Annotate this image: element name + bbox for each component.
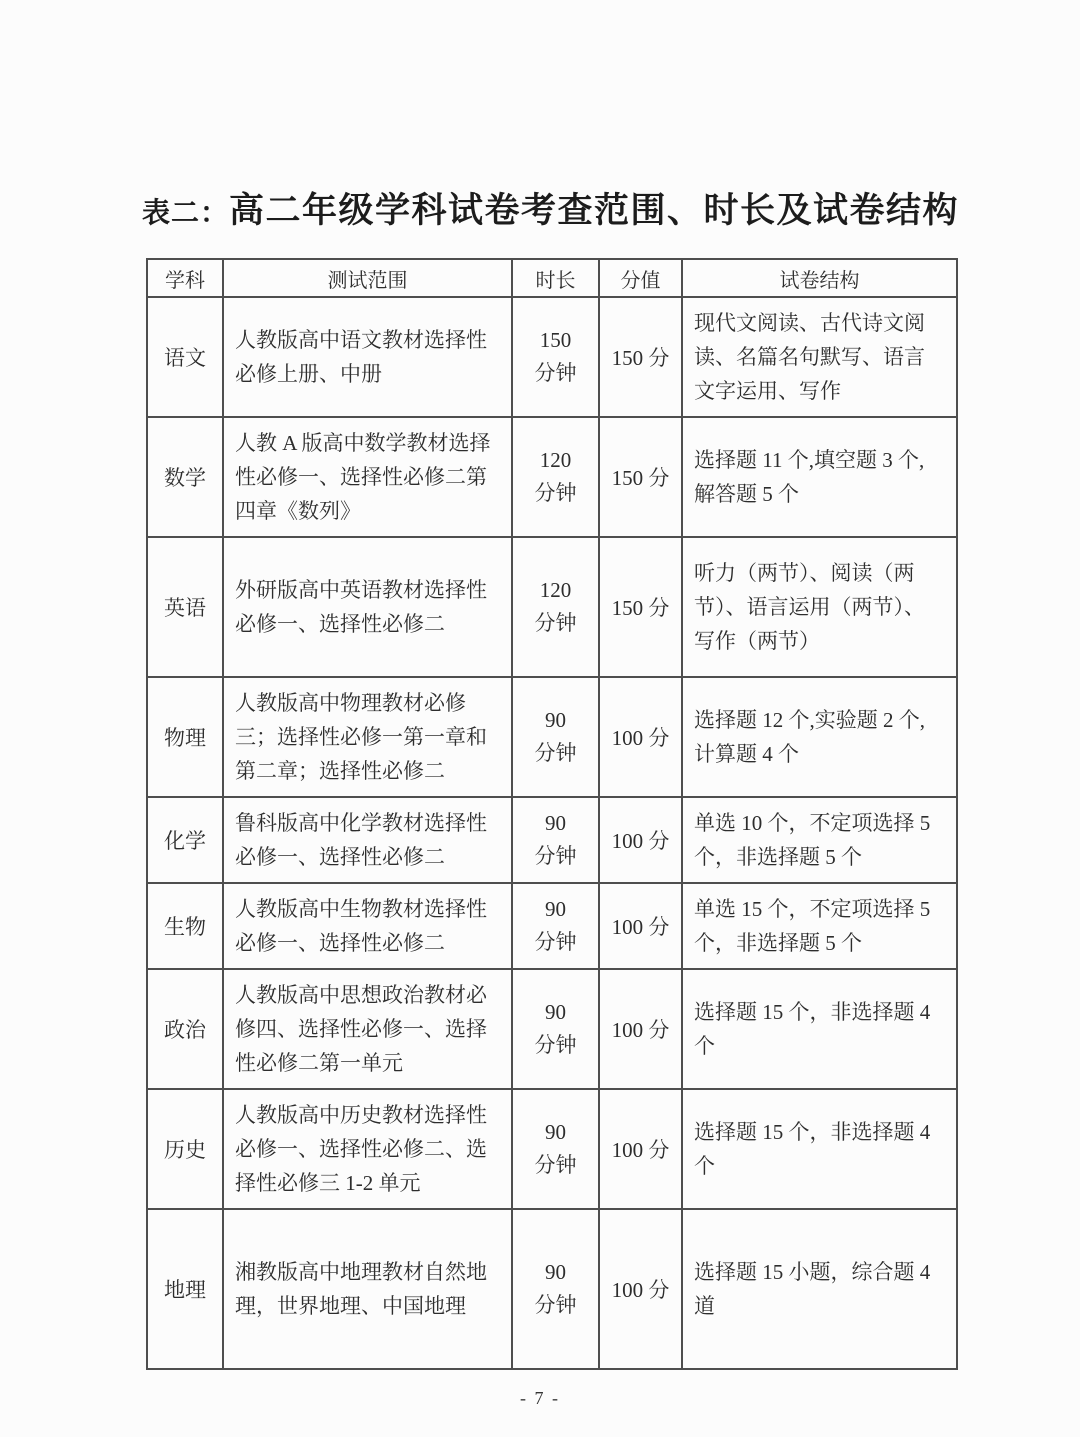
- duration-cell: [512, 677, 599, 797]
- duration-number: 90: [545, 708, 566, 732]
- structure-cell: 单选 10 个，不定项选择 5 个，非选择题 5 个: [682, 797, 957, 883]
- subject-cell: 化学: [147, 797, 223, 883]
- duration-cell: [512, 297, 599, 417]
- scope-cell: 人教 A 版高中数学教材选择性必修一、选择性必修二第四章《数列》: [223, 417, 512, 537]
- score-cell: 150 分: [599, 417, 682, 537]
- scope-cell: 人教版高中生物教材选择性必修一、选择性必修二: [223, 883, 512, 969]
- table-row-geography: [147, 1209, 957, 1369]
- table-row-physics: [147, 677, 957, 797]
- structure-cell: 选择题 15 个，非选择题 4 个: [682, 969, 957, 1089]
- subject-cell: 语文: [147, 297, 223, 417]
- header-row: [147, 259, 957, 297]
- col-header-score: 分值: [599, 259, 682, 297]
- duration-number: 90: [545, 1000, 566, 1024]
- scope-cell: 鲁科版高中化学教材选择性必修一、选择性必修二: [223, 797, 512, 883]
- subject-cell: 历史: [147, 1089, 223, 1209]
- duration-cell: [512, 417, 599, 537]
- score-cell: 100 分: [599, 969, 682, 1089]
- duration-number: 90: [545, 811, 566, 835]
- score-cell: 100 分: [599, 797, 682, 883]
- subject-cell: 英语: [147, 537, 223, 677]
- page-title-prefix: 表二：: [142, 198, 230, 229]
- duration-cell: [512, 797, 599, 883]
- structure-cell: 现代文阅读、古代诗文阅读、名篇名句默写、语言文字运用、写作: [682, 297, 957, 417]
- duration-unit: 分钟: [534, 611, 577, 635]
- duration-number: 90: [545, 1260, 566, 1284]
- duration-number: 150: [539, 328, 572, 352]
- table-row-chinese: [147, 297, 957, 417]
- duration-unit: 分钟: [534, 741, 577, 765]
- structure-cell: 选择题 15 小题，综合题 4 道: [682, 1209, 957, 1369]
- exam-structure-table: [146, 258, 958, 1370]
- score-cell: 100 分: [599, 1209, 682, 1369]
- duration-unit: 分钟: [534, 361, 577, 385]
- score-cell: 100 分: [599, 1089, 682, 1209]
- duration-cell: [512, 1089, 599, 1209]
- scope-cell: 人教版高中思想政治教材必修四、选择性必修一、选择性必修二第一单元: [223, 969, 512, 1089]
- scope-cell: 人教版高中语文教材选择性必修上册、中册: [223, 297, 512, 417]
- scope-cell: 湘教版高中地理教材自然地理，世界地理、中国地理: [223, 1209, 512, 1369]
- table-row-politics: [147, 969, 957, 1089]
- duration-unit: 分钟: [534, 481, 577, 505]
- duration-cell: [512, 1209, 599, 1369]
- duration-unit: 分钟: [534, 930, 577, 954]
- duration-cell: [512, 883, 599, 969]
- duration-number: 90: [545, 1120, 566, 1144]
- table-row-chemistry: [147, 797, 957, 883]
- structure-cell: 单选 15 个，不定项选择 5 个，非选择题 5 个: [682, 883, 957, 969]
- col-header-structure: 试卷结构: [682, 259, 957, 297]
- structure-cell: 选择题 12 个,实验题 2 个,计算题 4 个: [682, 677, 957, 797]
- table-row-history: [147, 1089, 957, 1209]
- duration-number: 120: [539, 448, 572, 472]
- col-header-subject: 学科: [147, 259, 223, 297]
- score-cell: 100 分: [599, 677, 682, 797]
- score-cell: 150 分: [599, 537, 682, 677]
- scope-cell: 人教版高中物理教材必修三；选择性必修一第一章和第二章；选择性必修二: [223, 677, 512, 797]
- page-number: - 7 -: [520, 1388, 560, 1408]
- subject-cell: 数学: [147, 417, 223, 537]
- subject-cell: 物理: [147, 677, 223, 797]
- score-cell: 150 分: [599, 297, 682, 417]
- structure-cell: 听力（两节）、阅读（两节）、语言运用（两节）、写作（两节）: [682, 537, 957, 677]
- page-title-main: 高二年级学科试卷考查范围、时长及试卷结构: [229, 191, 960, 230]
- duration-cell: [512, 969, 599, 1089]
- table-row-biology: [147, 883, 957, 969]
- duration-number: 120: [539, 578, 572, 602]
- duration-cell: [512, 537, 599, 677]
- structure-cell: 选择题 15 个，非选择题 4 个: [682, 1089, 957, 1209]
- table-row-math: [147, 417, 957, 537]
- page-title: [142, 183, 959, 233]
- subject-cell: 生物: [147, 883, 223, 969]
- col-header-duration: 时长: [512, 259, 599, 297]
- scope-cell: 人教版高中历史教材选择性必修一、选择性必修二、选择性必修三 1-2 单元: [223, 1089, 512, 1209]
- subject-cell: 政治: [147, 969, 223, 1089]
- duration-unit: 分钟: [534, 1153, 577, 1177]
- duration-unit: 分钟: [534, 1033, 577, 1057]
- duration-unit: 分钟: [534, 1293, 577, 1317]
- table-row-english: [147, 537, 957, 677]
- duration-number: 90: [545, 897, 566, 921]
- score-cell: 100 分: [599, 883, 682, 969]
- col-header-scope: 测试范围: [223, 259, 512, 297]
- structure-cell: 选择题 11 个,填空题 3 个,解答题 5 个: [682, 417, 957, 537]
- scope-cell: 外研版高中英语教材选择性必修一、选择性必修二: [223, 537, 512, 677]
- duration-unit: 分钟: [534, 844, 577, 868]
- subject-cell: 地理: [147, 1209, 223, 1369]
